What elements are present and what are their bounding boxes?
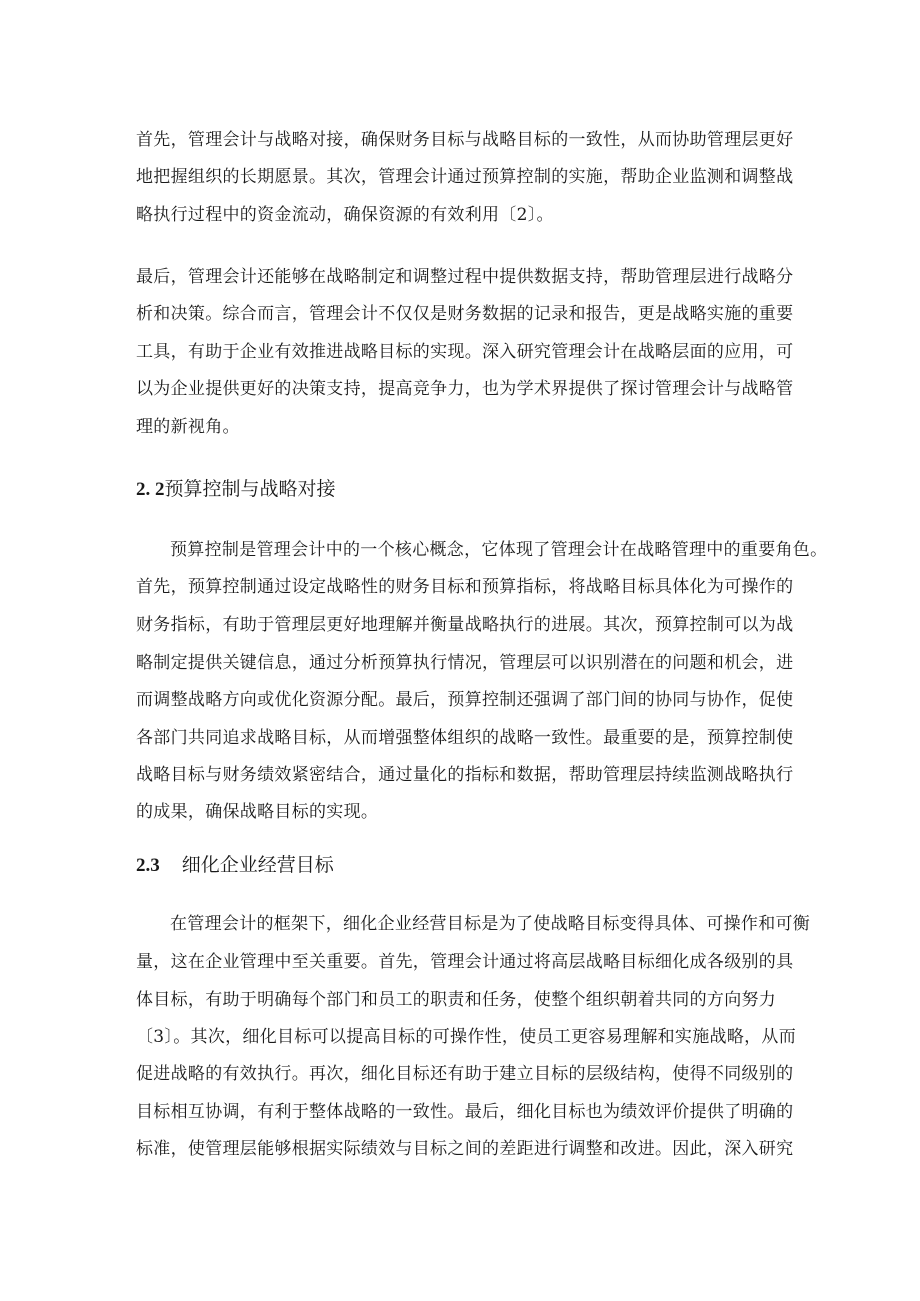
paragraph-2-line-2: 析和决策。综合而言，管理会计不仅仅是财务数据的记录和报告，更是战略实施的重要 xyxy=(136,304,794,324)
paragraph-4-line-7: 标准，使管理层能够根据实际绩效与目标之间的差距进行调整和改进。因此，深入研究 xyxy=(136,1139,794,1159)
paragraph-3-line-3: 财务指标，有助于管理层更好地理解并衡量战略执行的进展。其次，预算控制可以为战 xyxy=(136,615,794,635)
paragraph-1-line-3: 略执行过程中的资金流动，确保资源的有效利用〔2〕。 xyxy=(136,205,554,225)
paragraph-2-line-5: 理的新视角。 xyxy=(136,417,240,437)
paragraph-3-line-6: 各部门共同追求战略目标，从而增强整体组织的战略一致性。最重要的是，预算控制使 xyxy=(136,728,794,748)
paragraph-1-line-2: 地把握组织的长期愿景。其次，管理会计通过预算控制的实施，帮助企业监测和调整战 xyxy=(136,167,794,187)
paragraph-3-line-5: 而调整战略方向或优化资源分配。最后，预算控制还强调了部门间的协同与协作，促使 xyxy=(136,690,794,710)
section-number: 2.3 xyxy=(136,855,160,876)
section-heading-2-2 xyxy=(136,476,336,503)
paragraph-2-line-4: 以为企业提供更好的决策支持，提高竞争力，也为学术界提供了探讨管理会计与战略管 xyxy=(136,379,794,399)
paragraph-4-line-1: 在管理会计的框架下，细化企业经营目标是为了使战略目标变得具体、可操作和可衡 xyxy=(170,914,811,934)
paragraph-4-line-3: 体目标，有助于明确每个部门和员工的职责和任务，使整个组织朝着共同的方向努力 xyxy=(136,990,777,1010)
paragraph-3-line-1: 预算控制是管理会计中的一个核心概念，它体现了管理会计在战略管理中的重要角色。 xyxy=(170,540,828,560)
section-number: 2. 2 xyxy=(136,479,165,500)
paragraph-3-line-2: 首先，预算控制通过设定战略性的财务目标和预算指标，将战略目标具体化为可操作的 xyxy=(136,577,794,597)
paragraph-2-line-3: 工具，有助于企业有效推进战略目标的实现。深入研究管理会计在战略层面的应用，可 xyxy=(136,342,794,362)
paragraph-2-line-1: 最后，管理会计还能够在战略制定和调整过程中提供数据支持，帮助管理层进行战略分 xyxy=(136,267,794,287)
section-title: 细化企业经营目标 xyxy=(181,854,334,876)
paragraph-3-line-7: 战略目标与财务绩效紧密结合，通过量化的指标和数据，帮助管理层持续监测战略执行 xyxy=(136,765,794,785)
paragraph-3-line-8: 的成果，确保战略目标的实现。 xyxy=(136,802,379,822)
section-title: 预算控制与战略对接 xyxy=(164,478,336,500)
paragraph-4-line-5: 促进战略的有效执行。再次，细化目标还有助于建立目标的层级结构，使得不同级别的 xyxy=(136,1064,794,1084)
paragraph-1-line-1: 首先，管理会计与战略对接，确保财务目标与战略目标的一致性，从而协助管理层更好 xyxy=(136,130,794,150)
paragraph-4-line-4: 〔3〕。其次，细化目标可以提高目标的可操作性，使员工更容易理解和实施战略，从而 xyxy=(136,1027,797,1047)
paragraph-3-line-4: 略制定提供关键信息，通过分析预算执行情况，管理层可以识别潜在的问题和机会，进 xyxy=(136,653,794,673)
paragraph-4-line-6: 目标相互协调，有利于整体战略的一致性。最后，细化目标也为绩效评价提供了明确的 xyxy=(136,1102,794,1122)
paragraph-4-line-2: 量，这在企业管理中至关重要。首先，管理会计通过将高层战略目标细化成各级别的具 xyxy=(136,952,794,972)
section-heading-2-3 xyxy=(136,852,334,879)
